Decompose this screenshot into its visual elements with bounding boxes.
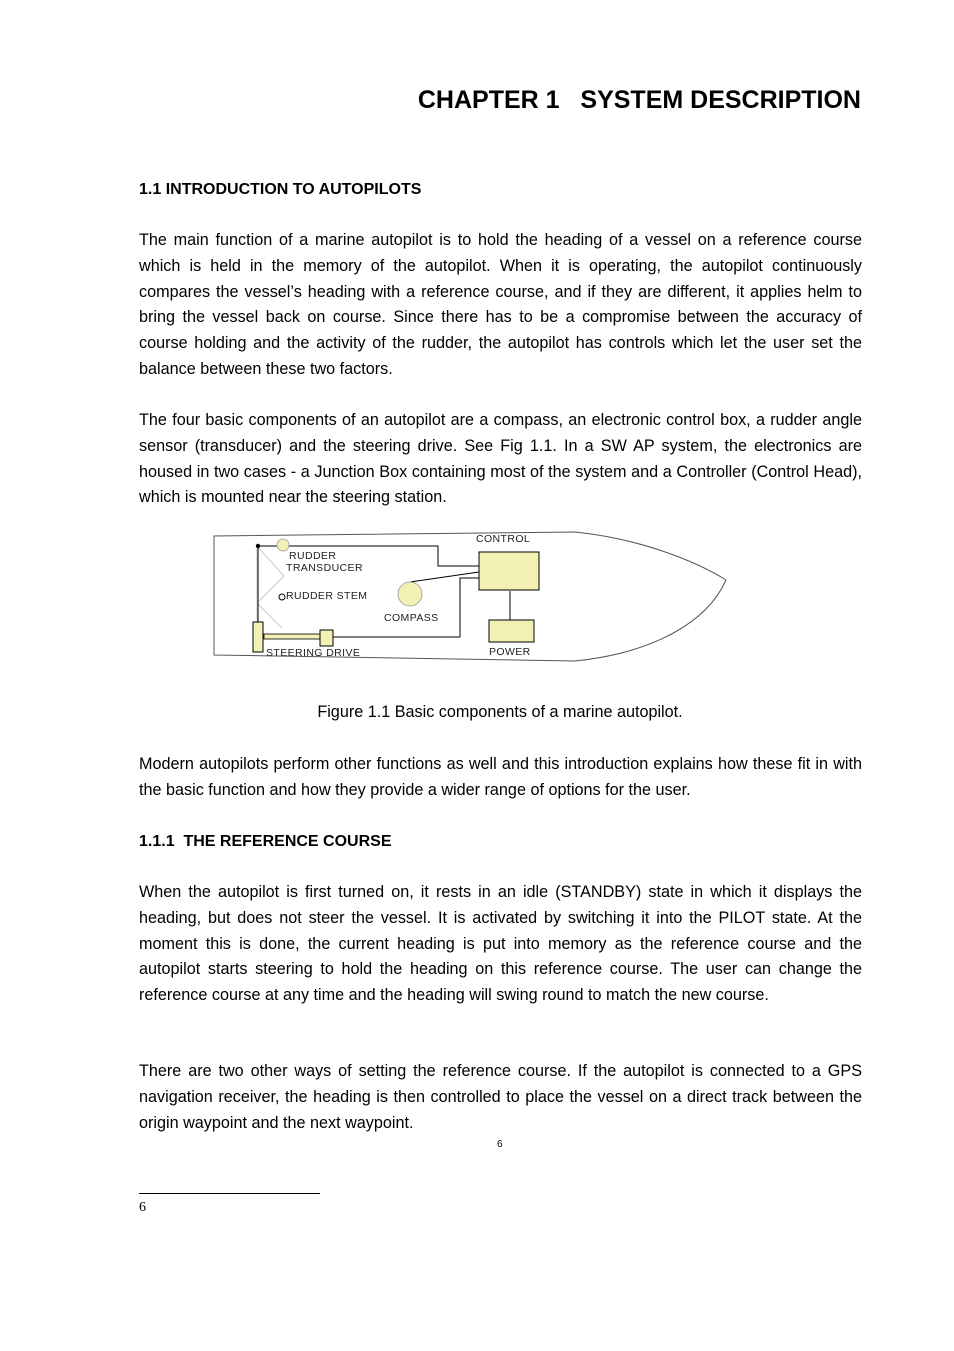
footnote-marker: 6 [139, 1200, 146, 1215]
label-rudder: RUDDER [289, 550, 337, 562]
wire-compass-control [410, 572, 479, 582]
section-heading-1-1-1: 1.1.1 THE REFERENCE COURSE [139, 833, 392, 850]
label-power: POWER [489, 646, 531, 658]
label-rudder-stem: RUDDER STEM [286, 590, 368, 602]
label-control: CONTROL [476, 533, 531, 545]
transducer-pivot [256, 544, 260, 548]
footnote-divider [139, 1193, 320, 1194]
intro-paragraph-1: The main function of a marine autopilot is to hold the heading of a vessel on a reference course which is held in the memory of the autopilot. When it is operating, the autopilot continuously compares the vessel’s heading with a reference course, and if they are different, it applies helm to bring the vessel back on course. Since there has to be a compromise between the accuracy of course holding and the activity of the rudder, the autopilot has controls which let the user set the balance between these two factors. [139, 231, 862, 378]
control-box [479, 552, 539, 590]
figure-caption: Figure 1.1 Basic components of a marine autopilot. [317, 703, 683, 721]
chapter-title: CHAPTER 1 SYSTEM DESCRIPTION [417, 86, 861, 114]
reference-course-paragraph-1: When the autopilot is first turned on, it rests in an idle (STANDBY) state in which it displays the heading, but does not steer the vessel. It is activated by switching it into the PILOT state. At the moment this is done, the current heading is put into memory as the reference course and the autopilot starts steering to hold the heading on this reference course. The user can change the reference course at any time and the heading will swing round to match the new course. [139, 883, 862, 1005]
rudder-transducer [277, 539, 289, 551]
modern-autopilots-paragraph: Modern autopilots perform other functions as well and this introduction explains how these fit in with the basic function and how they provide a wider range of options for the user. [139, 755, 862, 799]
rudder-stem-pivot [279, 594, 285, 600]
reference-course-paragraph-2: There are two other ways of setting the reference course. If the autopilot is connected to a GPS navigation receiver, the heading is then controlled to place the vessel on a direct track between the origin waypoint and the next waypoint. [139, 1062, 862, 1132]
label-transducer: TRANSDUCER [286, 562, 363, 574]
compass [398, 582, 422, 606]
steering-drive-actuator [320, 630, 333, 646]
page-number: 6 [497, 1139, 503, 1150]
intro-paragraph-2: The four basic components of an autopilot are a compass, an electronic control box, a rudder angle sensor (transducer) and the steering drive. See Fig 1.1. In a SW AP system, the electronics are housed in two cases - a Junction Box containing most of the system and a Controller (Control Head), which is mounted near the steering station. [139, 411, 862, 507]
section-heading-1-1: 1.1 INTRODUCTION TO AUTOPILOTS [139, 181, 422, 198]
steering-drive-rod [264, 634, 320, 639]
label-compass: COMPASS [384, 612, 439, 624]
label-steering-drive: STEERING DRIVE [266, 647, 361, 659]
power-box [489, 620, 534, 642]
autopilot-components-figure [212, 528, 732, 668]
steering-drive-cylinder [253, 622, 263, 652]
